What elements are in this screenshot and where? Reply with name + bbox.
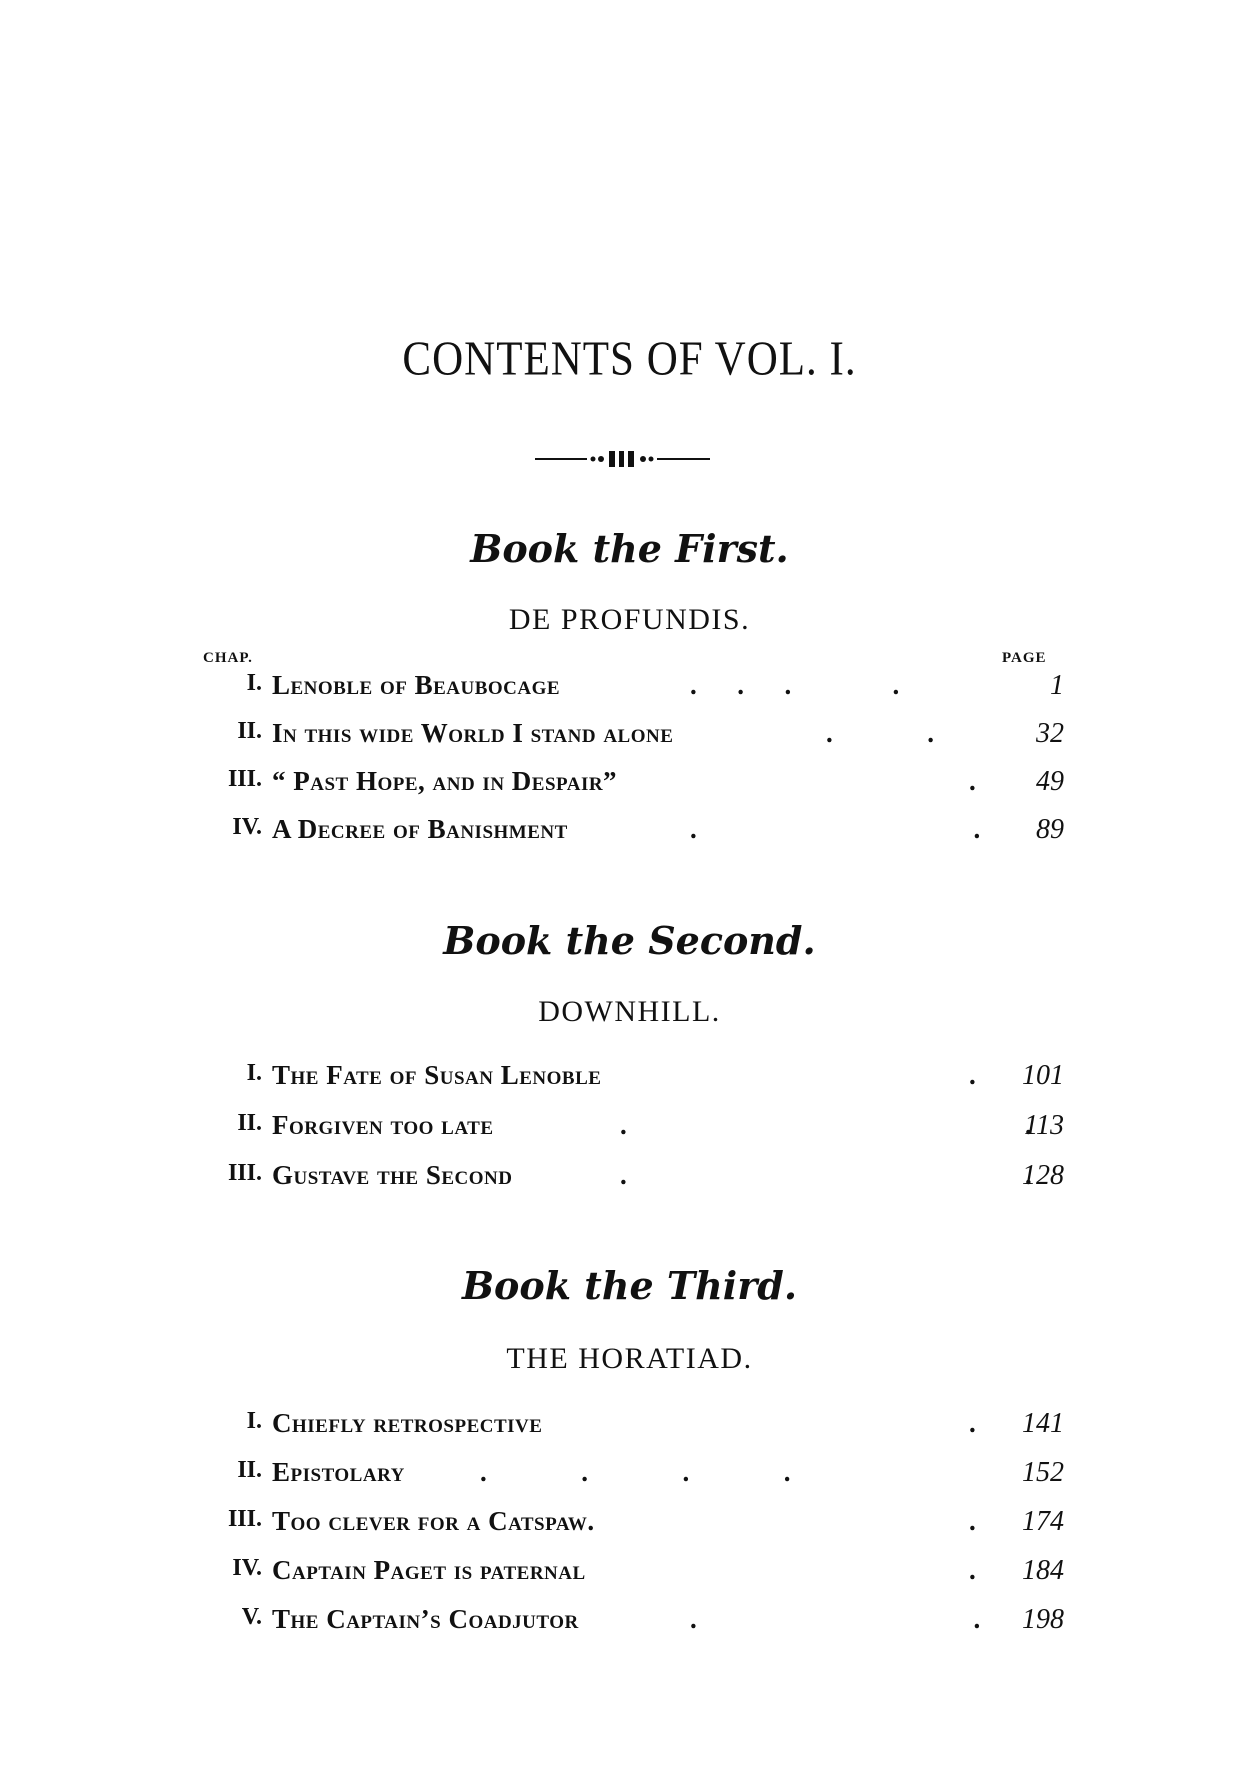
page-number: 113 xyxy=(1024,1110,1064,1141)
page-column-header: PAGE xyxy=(1002,650,1047,666)
chapter-number: III. xyxy=(227,1160,262,1186)
chapter-title: Forgiven too late xyxy=(272,1110,494,1140)
chapter-number: IV. xyxy=(232,814,262,840)
chapter-title: “ Past Hope, and in Despair” xyxy=(272,766,618,796)
page-number: 128 xyxy=(1022,1160,1064,1191)
book-subtitle: DOWNHILL. xyxy=(538,995,721,1028)
chapter-title: Chiefly retrospective xyxy=(272,1408,543,1438)
chapter-number: III. xyxy=(227,1506,262,1532)
page-number: 89 xyxy=(1036,814,1064,845)
page-number: 49 xyxy=(1036,766,1064,797)
dot-leader: . . xyxy=(690,1604,981,1634)
page-number: 1 xyxy=(1050,670,1064,701)
dot-leader: . . . . xyxy=(690,670,900,700)
toc-entry xyxy=(0,718,1259,758)
chapter-title: The Fate of Susan Lenoble xyxy=(272,1060,602,1090)
chapter-number: I. xyxy=(246,670,262,696)
chapter-title: In this wide World I stand alone xyxy=(272,718,674,748)
toc-entry xyxy=(0,814,1259,854)
page-number: 141 xyxy=(1022,1408,1064,1439)
toc-entry xyxy=(0,1506,1259,1546)
page-number: 174 xyxy=(1022,1506,1064,1537)
toc-entry xyxy=(0,1060,1259,1100)
page-number: 32 xyxy=(1036,718,1064,749)
chapter-number: I. xyxy=(246,1060,262,1086)
toc-entry xyxy=(0,766,1259,806)
toc-entry xyxy=(0,1604,1259,1644)
dot-leader: . . . . xyxy=(480,1457,791,1487)
toc-entry xyxy=(0,1555,1259,1595)
toc-entry xyxy=(0,1408,1259,1448)
dot-leader: . xyxy=(969,1408,976,1438)
chapter-number: II. xyxy=(237,718,262,744)
chapter-number: IV. xyxy=(232,1555,262,1581)
page-number: 101 xyxy=(1022,1060,1064,1091)
chapter-title: Captain Paget is paternal xyxy=(272,1555,586,1585)
dot-leader: . xyxy=(969,1555,976,1585)
page-number: 198 xyxy=(1022,1604,1064,1635)
chapter-title: A Decree of Banishment xyxy=(272,814,568,844)
chapter-number: II. xyxy=(237,1457,262,1483)
dot-leader: . . xyxy=(690,814,981,844)
dot-leader: . xyxy=(969,766,976,796)
toc-entry xyxy=(0,1457,1259,1497)
page-number: 184 xyxy=(1022,1555,1064,1586)
book-heading: Book the Third. xyxy=(461,1263,798,1308)
book-subtitle: THE HORATIAD. xyxy=(506,1342,753,1375)
dot-leader: . . xyxy=(620,1110,1032,1140)
dot-leader: . . xyxy=(620,1160,1032,1190)
page-number: 152 xyxy=(1022,1457,1064,1488)
ornament-divider xyxy=(535,448,710,470)
book-heading: Book the Second. xyxy=(443,918,816,963)
chapter-title: Too clever for a Catspaw. xyxy=(272,1506,595,1536)
chapter-number: I. xyxy=(246,1408,262,1434)
book-subtitle: DE PROFUNDIS. xyxy=(508,603,751,636)
chapter-title: Lenoble of Beaubocage xyxy=(272,670,561,700)
chapter-column-header: CHAP. xyxy=(203,650,253,666)
chapter-title: Gustave the Second xyxy=(272,1160,513,1190)
chapter-title: Epistolary xyxy=(272,1457,405,1487)
chapter-number: II. xyxy=(237,1110,262,1136)
toc-entry xyxy=(0,670,1259,710)
page-title: CONTENTS OF VOL. I. xyxy=(402,333,857,386)
toc-entry xyxy=(0,1160,1259,1200)
chapter-number: III. xyxy=(227,766,262,792)
dot-leader: . . xyxy=(826,718,934,748)
book-heading: Book the First. xyxy=(470,526,789,571)
dot-leader: . xyxy=(969,1060,976,1090)
chapter-number: V. xyxy=(241,1604,262,1630)
dot-leader: . xyxy=(969,1506,976,1536)
chapter-title: The Captain’s Coadjutor xyxy=(272,1604,579,1634)
toc-entry xyxy=(0,1110,1259,1150)
